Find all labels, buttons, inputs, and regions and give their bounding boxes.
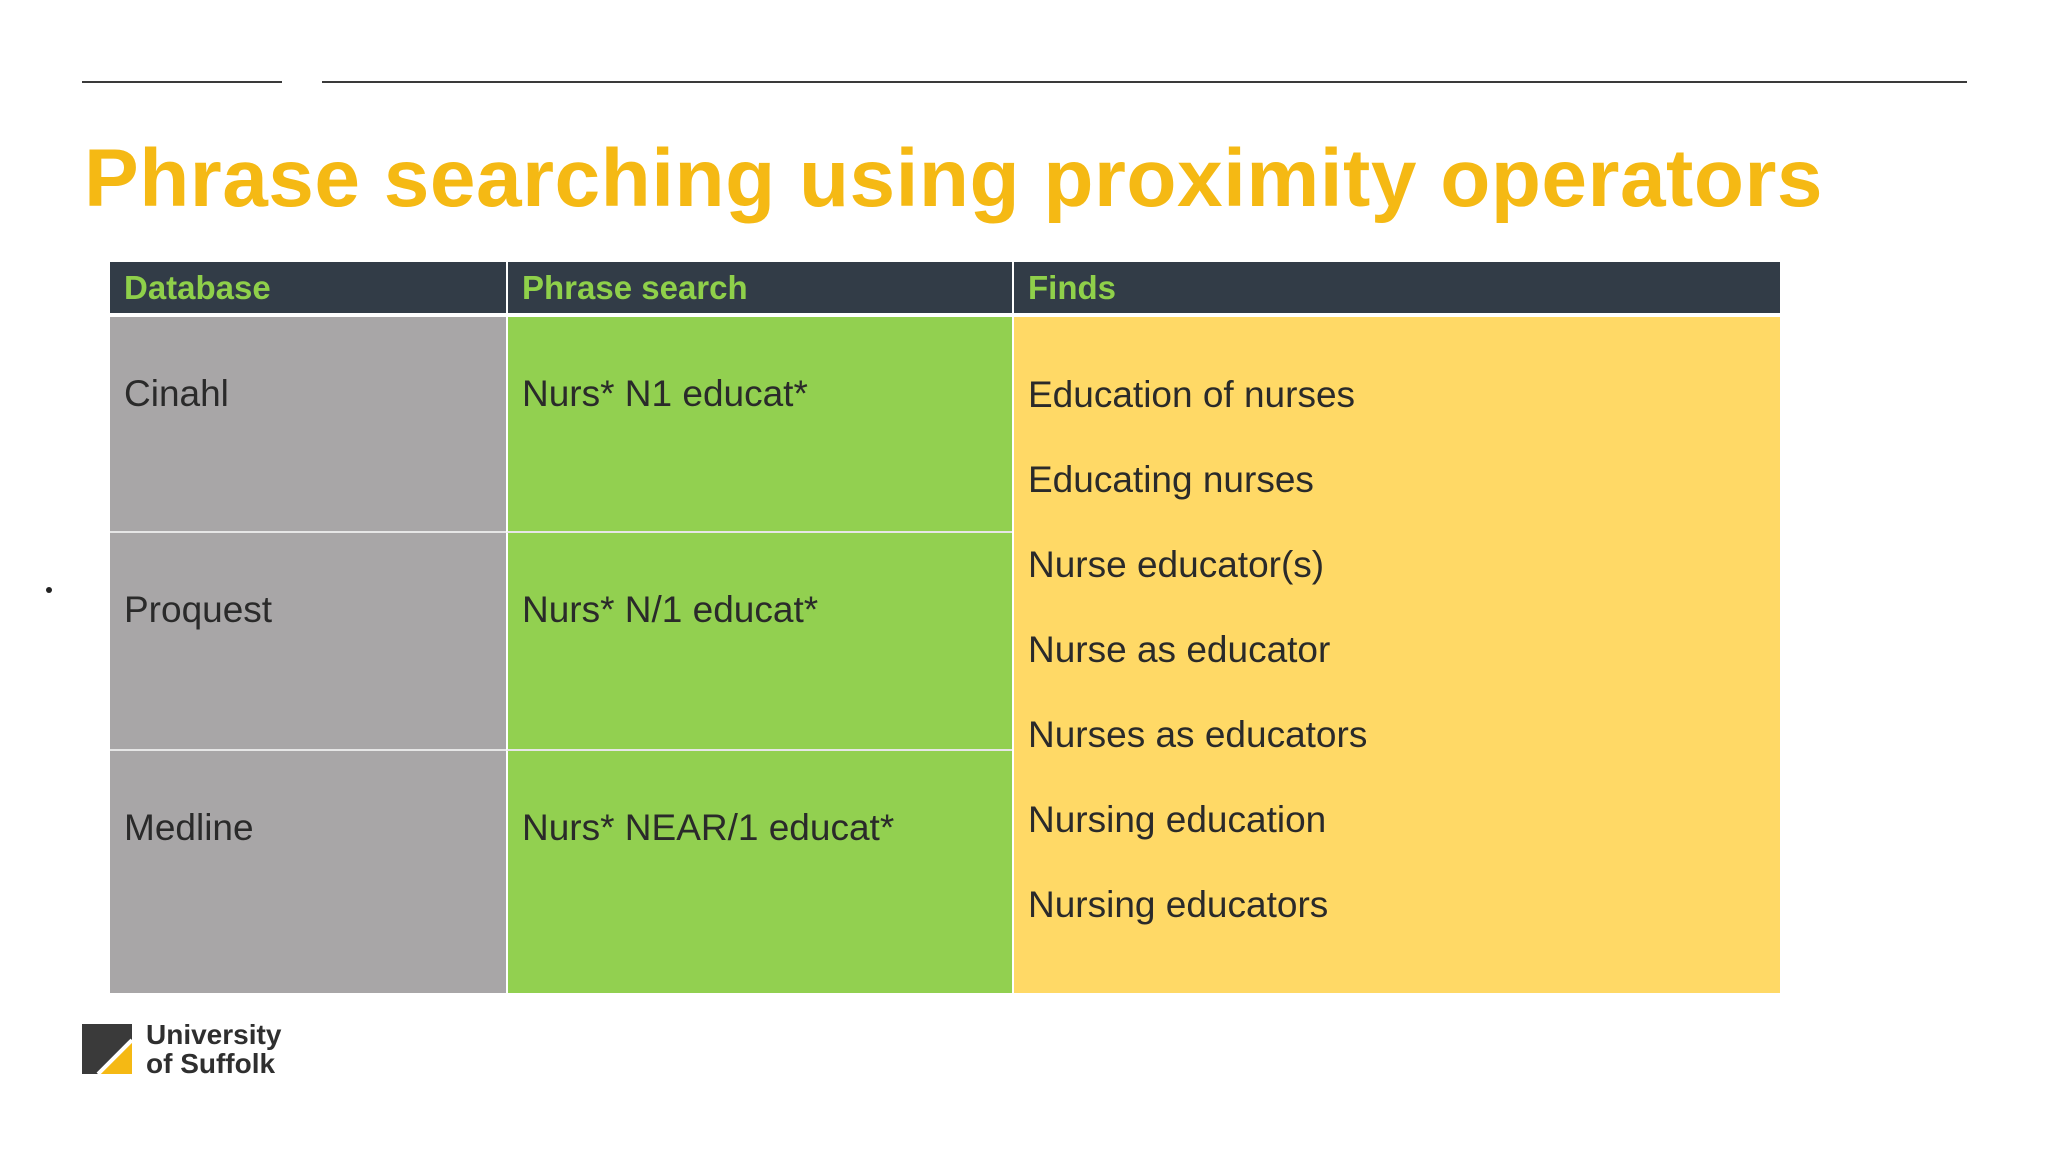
- header-database: Database: [110, 262, 506, 317]
- bullet-dot: [46, 587, 52, 593]
- finds-item: Educating nurses: [1028, 459, 1314, 500]
- cell-database-proquest: Proquest: [110, 533, 506, 751]
- top-rule-left: [82, 81, 282, 83]
- finds-item: Education of nurses: [1028, 374, 1356, 415]
- university-logo-text: [146, 1020, 281, 1078]
- cell-phrase-cinahl: Nurs* N1 educat*: [506, 317, 1012, 533]
- finds-list: [1028, 373, 1780, 968]
- cell-phrase-medline: Nurs* NEAR/1 educat*: [506, 751, 1012, 993]
- proximity-table: [110, 262, 1780, 998]
- header-finds: Finds: [1012, 262, 1780, 317]
- finds-item: Nurse educator(s): [1028, 544, 1325, 585]
- finds-item: Nurse as educator: [1028, 629, 1331, 670]
- cell-phrase-proquest: Nurs* N/1 educat*: [506, 533, 1012, 751]
- header-phrase-search: Phrase search: [506, 262, 1012, 317]
- cell-database-cinahl: Cinahl: [110, 317, 506, 533]
- logo-line-1: University: [146, 1019, 282, 1050]
- university-logo-icon: [82, 1024, 132, 1074]
- university-logo: [82, 1020, 281, 1078]
- slide-title: Phrase searching using proximity operators: [84, 133, 1823, 224]
- finds-item: Nursing educators: [1028, 884, 1329, 925]
- logo-line-2: of Suffolk: [146, 1048, 276, 1079]
- finds-item: Nursing education: [1028, 799, 1327, 840]
- cell-database-medline: Medline: [110, 751, 506, 993]
- finds-item: Nurses as educators: [1028, 714, 1368, 755]
- top-rule-right: [322, 81, 1967, 83]
- finds-cell: [1012, 317, 1780, 993]
